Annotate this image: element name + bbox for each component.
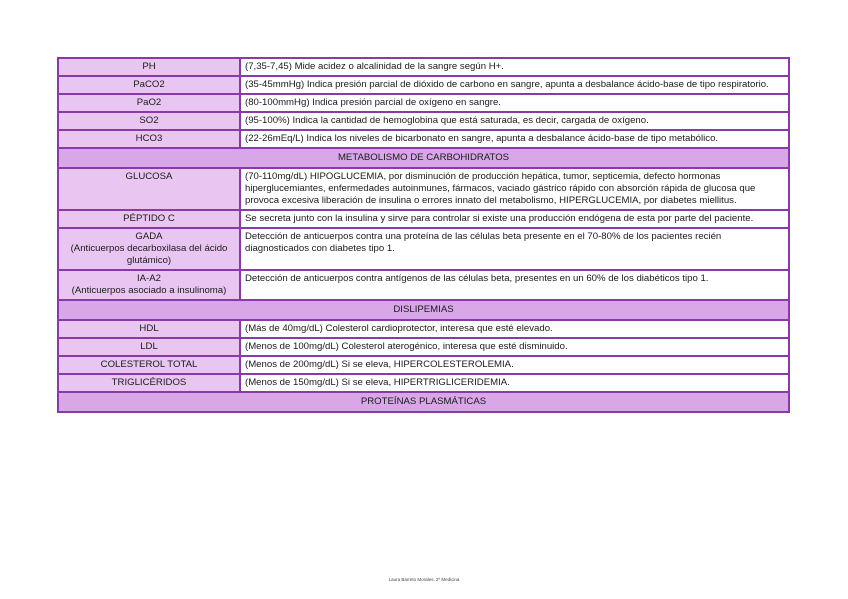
parameter-name: HDL bbox=[139, 322, 159, 334]
parameter-name: SO2 bbox=[139, 114, 159, 126]
parameter-name: COLESTEROL TOTAL bbox=[100, 358, 198, 370]
parameter-subtitle: (Anticuerpos asociado a insulinoma) bbox=[71, 284, 227, 296]
table-row bbox=[58, 356, 789, 374]
parameter-name: LDL bbox=[140, 340, 158, 352]
parameter-name: GLUCOSA bbox=[125, 170, 173, 182]
section-header-row bbox=[58, 300, 789, 320]
parameter-description: (35-45mmHg) Indica presión parcial de dióxido de carbono en sangre, apunta a desbalance ácido-base de tipo respiratorio. bbox=[240, 76, 789, 94]
table-row bbox=[58, 338, 789, 356]
parameter-name-cell bbox=[58, 228, 240, 270]
table-row bbox=[58, 112, 789, 130]
parameter-description: (Más de 40mg/dL) Colesterol cardioprotector, interesa que esté elevado. bbox=[240, 320, 789, 338]
parameter-name: HCO3 bbox=[135, 132, 163, 144]
parameter-description: (95-100%) Indica la cantidad de hemoglobina que está saturada, es decir, cargada de oxígeno. bbox=[240, 112, 789, 130]
parameter-description: (70-110mg/dL) HIPOGLUCEMIA, por disminución de producción hepática, tumor, septicemia, defecto hormonas hiperglucemiantes, enfermedades autoinmunes, fármacos, vaciado gástrico rápido con absorción rápida de glucosa que provoca excesiva liberación de insulina o errores innato del metabolismo, HIPERGLUCEMIA, por diabetes miellitus. bbox=[240, 168, 789, 210]
parameter-description: (Menos de 100mg/dL) Colesterol aterogénico, interesa que esté disminuido. bbox=[240, 338, 789, 356]
section-header-row bbox=[58, 148, 789, 168]
parameter-description: Detección de anticuerpos contra antígenos de las células beta, presentes en un 60% de los diabéticos tipo 1. bbox=[240, 270, 789, 300]
lab-values-table bbox=[57, 57, 790, 413]
parameter-name-cell bbox=[58, 58, 240, 76]
parameter-name: PaO2 bbox=[136, 96, 162, 108]
parameter-name-cell bbox=[58, 210, 240, 228]
section-title: DISLIPEMIAS bbox=[58, 300, 789, 320]
parameter-name: PH bbox=[142, 61, 156, 72]
parameter-name: PÉPTIDO C bbox=[123, 212, 175, 224]
page-footer: Laura Barreto Morales, 2º Medicina bbox=[388, 577, 460, 582]
table-row bbox=[58, 168, 789, 210]
parameter-description: (22-26mEq/L) Indica los niveles de bicarbonato en sangre, apunta a desbalance ácido-base de tipo metabólico. bbox=[240, 130, 789, 148]
table-row bbox=[58, 130, 789, 148]
parameter-name-cell bbox=[58, 320, 240, 338]
section-title: PROTEÍNAS PLASMÁTICAS bbox=[58, 392, 789, 412]
parameter-name-cell bbox=[58, 270, 240, 300]
table-row bbox=[58, 210, 789, 228]
parameter-name: IA-A2 bbox=[137, 272, 161, 284]
parameter-name-cell bbox=[58, 356, 240, 374]
table-row bbox=[58, 58, 789, 76]
parameter-description: (80-100mmHg) Indica presión parcial de oxígeno en sangre. bbox=[240, 94, 789, 112]
section-title: METABOLISMO DE CARBOHIDRATOS bbox=[58, 148, 789, 168]
parameter-name: TRIGLICÉRIDOS bbox=[111, 376, 187, 388]
table-row bbox=[58, 374, 789, 392]
parameter-name: PaCO2 bbox=[133, 78, 165, 90]
table-row bbox=[58, 76, 789, 94]
parameter-name-cell bbox=[58, 94, 240, 112]
parameter-name: GADA bbox=[135, 230, 163, 242]
parameter-name-cell bbox=[58, 130, 240, 148]
section-header-row bbox=[58, 392, 789, 412]
parameter-description: (Menos de 200mg/dL) Si se eleva, HIPERCOLESTEROLEMIA. bbox=[240, 356, 789, 374]
parameter-description: Detección de anticuerpos contra una proteína de las células beta presente en el 70-80% de los pacientes recién diagnosticados con diabetes tipo 1. bbox=[240, 228, 789, 270]
parameter-subtitle: (Anticuerpos decarboxilasa del ácido glutámico) bbox=[70, 242, 228, 266]
parameter-description: (7,35-7,45) Mide acidez o alcalinidad de la sangre según H+. bbox=[240, 58, 789, 76]
parameter-name-cell bbox=[58, 112, 240, 130]
parameter-name-cell bbox=[58, 76, 240, 94]
parameter-description: Se secreta junto con la insulina y sirve para controlar si existe una producción endógena de esta por parte del paciente. bbox=[240, 210, 789, 228]
parameter-name-cell bbox=[58, 338, 240, 356]
table-row bbox=[58, 270, 789, 300]
table-row bbox=[58, 94, 789, 112]
parameter-description: (Menos de 150mg/dL) Si se eleva, HIPERTRIGLICERIDEMIA. bbox=[240, 374, 789, 392]
parameter-name-cell bbox=[58, 374, 240, 392]
parameter-name-cell bbox=[58, 168, 240, 210]
table-row bbox=[58, 320, 789, 338]
table-row bbox=[58, 228, 789, 270]
